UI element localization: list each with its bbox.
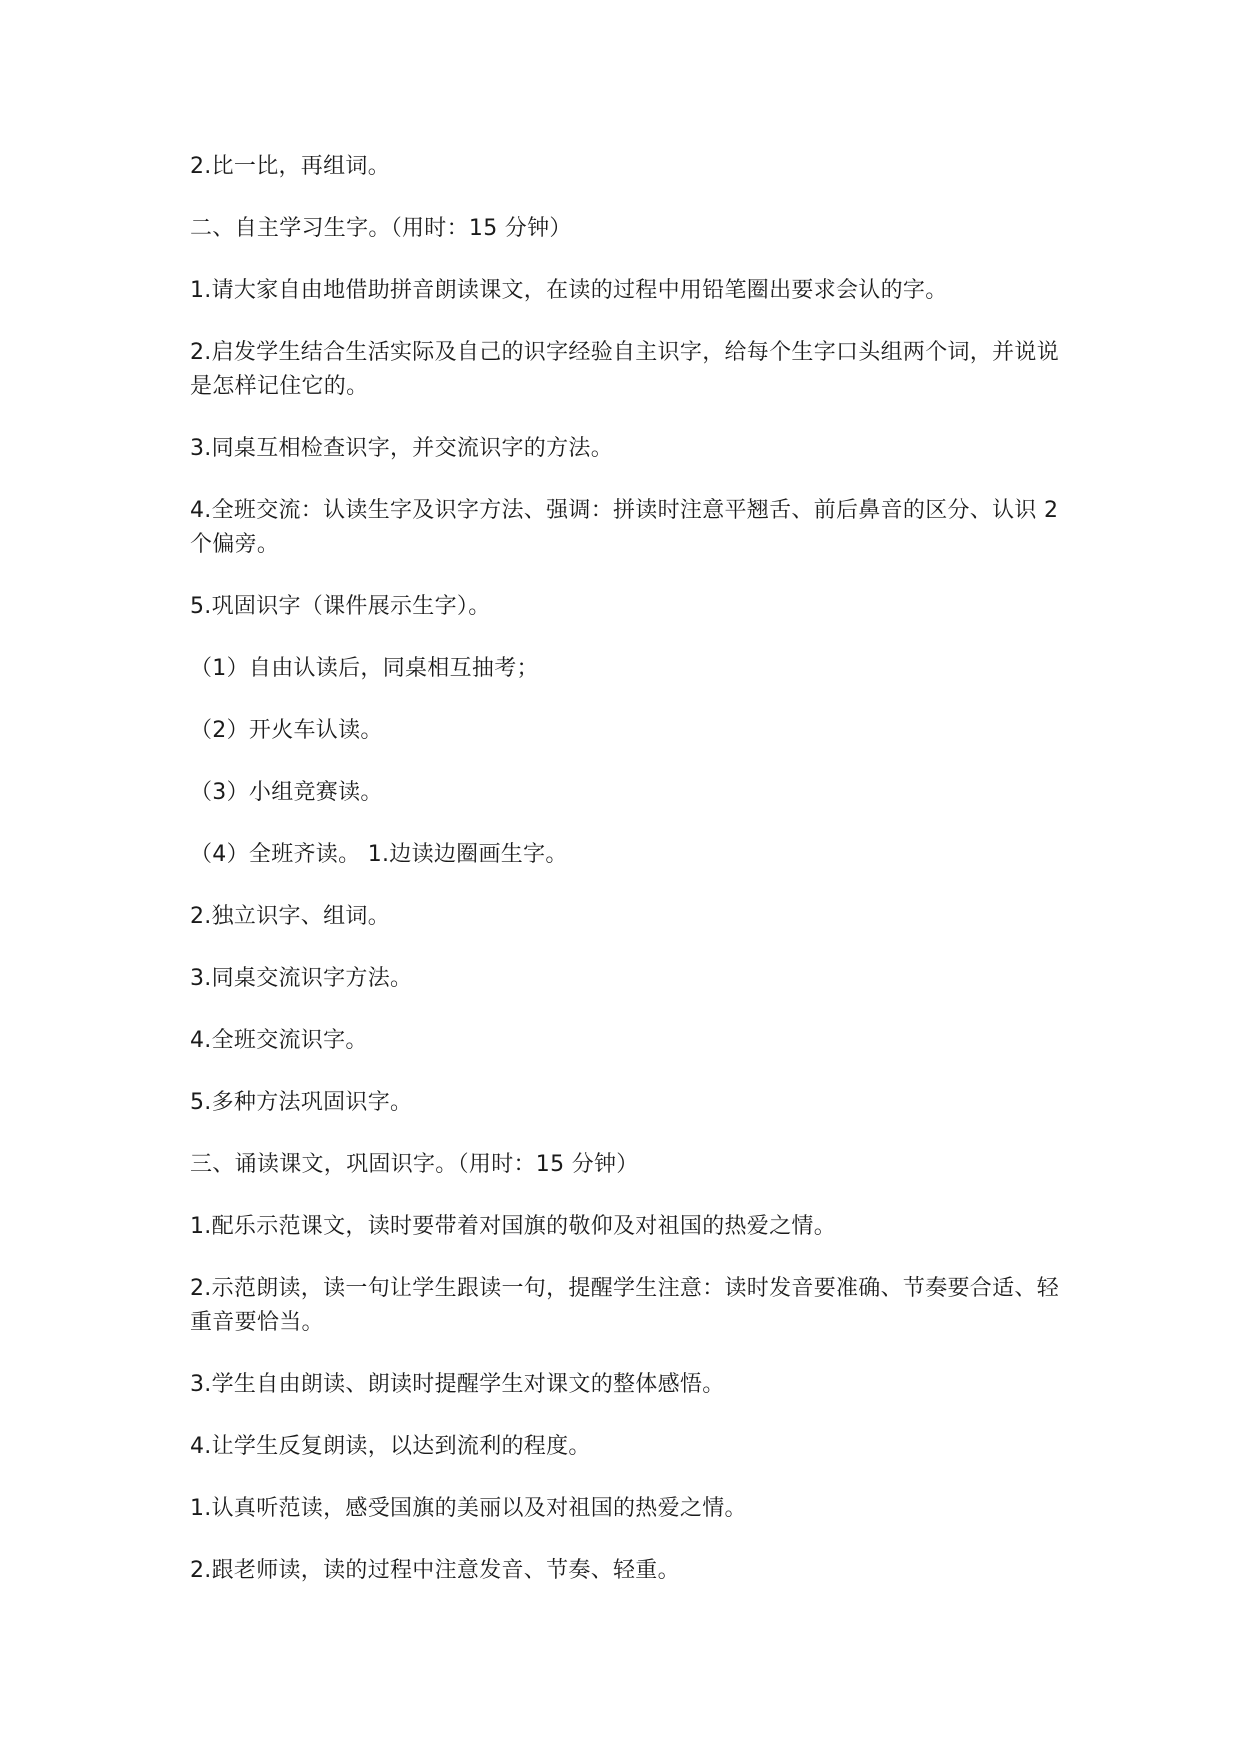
paragraph: 4.全班交流：认读生字及识字方法、强调：拼读时注意平翘舌、前后鼻音的区分、认识 2 个偏旁。 <box>190 498 1059 557</box>
sub-item: （3）小组竞赛读。 <box>190 780 383 805</box>
sub-item: （1）自由认读后，同桌相互抽考； <box>190 656 539 681</box>
paragraph: 4.全班交流识字。 <box>190 1028 368 1053</box>
paragraph: 1.认真听范读，感受国旗的美丽以及对祖国的热爱之情。 <box>190 1496 747 1521</box>
document-body <box>190 150 1070 1616</box>
paragraph: 5.多种方法巩固识字。 <box>190 1090 413 1115</box>
paragraph: 5.巩固识字（课件展示生字）。 <box>190 594 491 619</box>
paragraph: 2.独立识字、组词。 <box>190 904 390 929</box>
section-heading: 二、自主学习生字。（用时：15 分钟） <box>190 216 572 241</box>
paragraph: 3.同桌交流识字方法。 <box>190 966 413 991</box>
sub-item: （4）全班齐读。 1.边读边圈画生字。 <box>190 842 568 867</box>
sub-item: （2）开火车认读。 <box>190 718 383 743</box>
paragraph: 1.请大家自由地借助拼音朗读课文，在读的过程中用铅笔圈出要求会认的字。 <box>190 278 948 303</box>
paragraph: 4.让学生反复朗读，以达到流利的程度。 <box>190 1434 591 1459</box>
paragraph: 2.启发学生结合生活实际及自己的识字经验自主识字，给每个生字口头组两个词，并说说是怎样记住它的。 <box>190 340 1059 399</box>
paragraph: 2.示范朗读，读一句让学生跟读一句，提醒学生注意：读时发音要准确、节奏要合适、轻重音要恰当。 <box>190 1276 1059 1335</box>
paragraph: 1.配乐示范课文，读时要带着对国旗的敬仰及对祖国的热爱之情。 <box>190 1214 836 1239</box>
paragraph: 3.学生自由朗读、朗读时提醒学生对课文的整体感悟。 <box>190 1372 725 1397</box>
paragraph: 3.同桌互相检查识字，并交流识字的方法。 <box>190 436 613 461</box>
paragraph: 2.比一比，再组词。 <box>190 154 390 179</box>
paragraph: 2.跟老师读，读的过程中注意发音、节奏、轻重。 <box>190 1558 680 1583</box>
section-heading: 三、诵读课文，巩固识字。（用时：15 分钟） <box>190 1152 639 1177</box>
